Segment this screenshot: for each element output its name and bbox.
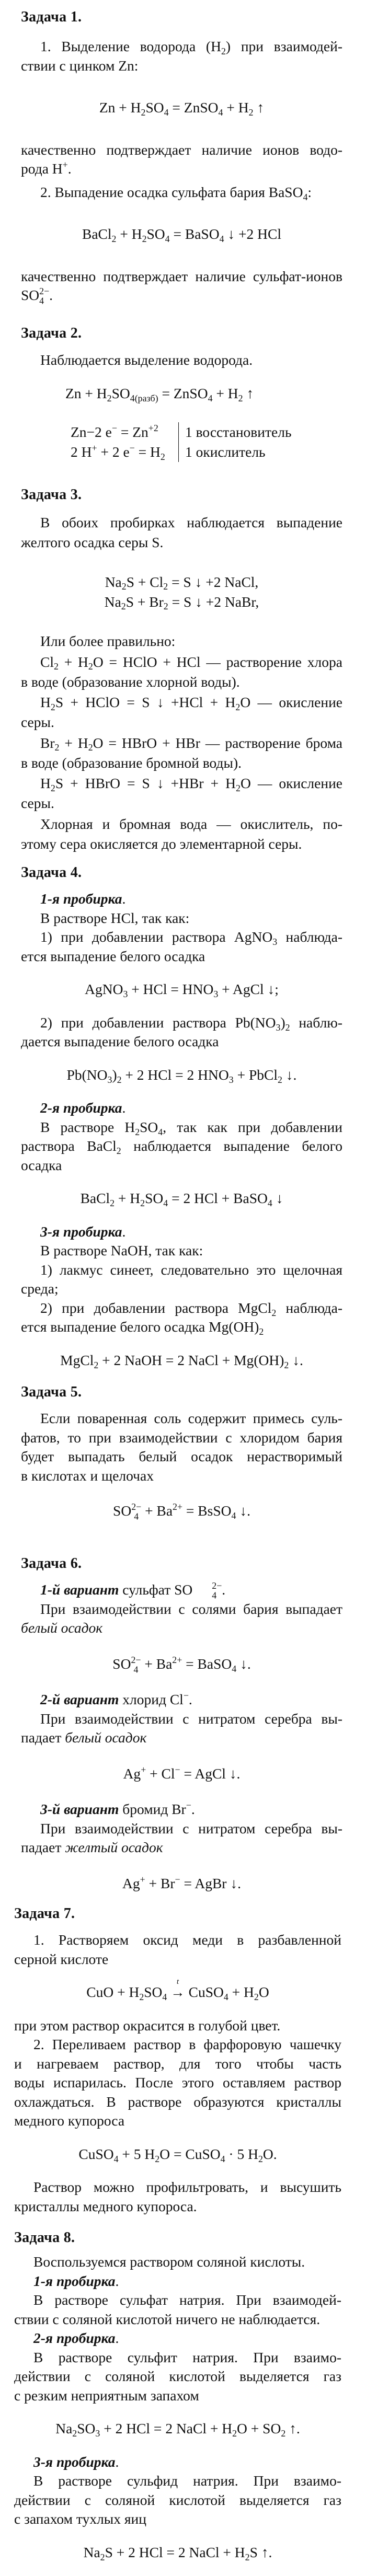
text-line: Наблюдается выделение водорода. xyxy=(40,352,253,368)
task-1-section xyxy=(21,8,342,305)
bold-italic-heading: 1-я пробирка xyxy=(33,2272,116,2289)
paragraph xyxy=(21,267,342,305)
subscript: 4 xyxy=(208,392,213,403)
equation-line: BaCl$_2$ + $H_2SO_4 = 2$ HCl + BaSO$_4$ ↓ xyxy=(80,1190,283,1209)
subscript: 4 xyxy=(303,191,308,202)
task-4-section xyxy=(21,863,342,1384)
text-line: падает белый осадок xyxy=(21,1729,147,1746)
paragraph xyxy=(21,733,342,773)
chemical-equation xyxy=(21,1501,342,1521)
bold-italic-heading: 1-я пробирка xyxy=(40,891,122,907)
paragraph xyxy=(21,890,342,909)
paragraph xyxy=(21,1099,342,1118)
subscript: 2 xyxy=(50,701,55,712)
text-line: с резким неприятным запахом xyxy=(14,2387,199,2404)
text-line: ется выпадение белого осадка $Mg(OH)_2$ xyxy=(21,1319,264,1337)
subscript: 2 xyxy=(107,392,112,403)
text-line: В растворе HCl, так как: xyxy=(40,909,190,926)
paragraph xyxy=(21,1222,342,1242)
bold-italic-heading: 3-й вариант xyxy=(40,1801,119,1818)
superscript: − xyxy=(129,443,135,454)
text-line: Если поваренная соль содержит примесь суль- xyxy=(40,1410,342,1427)
text-line: Раствор можно профильтровать, и высушить xyxy=(33,2179,341,2196)
text-line: 2. Выпадение осадка сульфата бария BaSO$_4$: xyxy=(40,183,312,202)
text-line: будет выпадать белый осадок нерастворимый xyxy=(21,1448,342,1465)
superscript: − xyxy=(111,423,117,434)
text-line: падает желтый осадок xyxy=(21,1839,163,1856)
subscript: 2 xyxy=(110,1198,115,1209)
task-8-content xyxy=(14,2252,341,2562)
sub-superscript xyxy=(39,286,50,306)
subscript: 3 xyxy=(228,1074,234,1085)
bold-italic-heading: 1-й вариант xyxy=(40,1581,119,1598)
subscript: 4 xyxy=(164,107,169,118)
chemical-equation xyxy=(14,2419,341,2439)
text-line: и нагреваем раствор, для того чтобы часть xyxy=(14,2055,341,2072)
balance-row xyxy=(71,422,291,442)
subscript: 4 xyxy=(113,2153,119,2164)
equation-line: MgCl$_2$ + 2 NaOH = 2 NaCl + $Mg(OH)_2$ ↓. xyxy=(60,1351,303,1370)
task-5-section xyxy=(21,1383,342,1537)
subscript: 2 xyxy=(163,601,168,612)
subscript: 2 xyxy=(141,107,146,118)
text-line: 3-я пробирка. xyxy=(40,1223,126,1240)
subscript: 2 xyxy=(155,2153,160,2164)
task-4-title: Задача 4. xyxy=(21,864,82,881)
task-7-title: Задача 7. xyxy=(14,1905,75,1922)
paragraph xyxy=(21,928,342,966)
subscript: 2 xyxy=(117,1074,122,1085)
balance-role: 1 окислитель xyxy=(179,442,292,462)
subscript: 3 xyxy=(95,2428,100,2439)
text-line: воды испарилась. После этого оставляем раствор xyxy=(14,2074,341,2091)
task-3-title: Задача 3. xyxy=(21,487,82,503)
text-line: желтого осадка серы S. xyxy=(21,534,164,550)
text-line: в воде (образование бромной воды). xyxy=(21,754,242,771)
text-line: ется выпадение белого осадка xyxy=(21,948,205,964)
superscript: + xyxy=(62,159,68,170)
text-line: 1. Выделение водорода $(H_2)$ при взаимодей- xyxy=(40,38,342,57)
superscript: 2− xyxy=(131,1501,142,1512)
text-line: В обоих пробирках наблюдается выпадение xyxy=(40,514,342,530)
task-6-content xyxy=(21,1580,342,1893)
paragraph xyxy=(21,1800,342,1819)
subscript: 2 xyxy=(277,1074,282,1085)
paragraph xyxy=(21,814,342,854)
chemical-equation xyxy=(21,384,342,403)
subscript: 2 xyxy=(50,782,55,793)
superscript: − xyxy=(175,1874,180,1885)
text-line: $H_2S$ + HClO = S ↓ $+HCl + H_2O$ — окисление xyxy=(40,694,343,712)
text-line: серы. xyxy=(21,714,54,730)
text-line: медного купороса xyxy=(14,2112,125,2129)
balance-row xyxy=(71,442,291,462)
bold-italic-heading: 3-я пробирка xyxy=(33,2453,116,2470)
bold-italic-heading: 2-я пробирка xyxy=(33,2330,116,2347)
subscript: 2 xyxy=(235,701,241,712)
subscript: 2 xyxy=(285,1022,290,1033)
heating-condition-label: t xyxy=(176,1977,179,1986)
subscript: 2 xyxy=(116,1146,121,1157)
task-4-content xyxy=(21,890,342,1370)
text-line: 1. Растворяем оксид меди в разбавленной xyxy=(33,1932,341,1948)
equation-line: $Na_2S + 2$ HCl = 2 NaCl + $H_2S$ ↑. xyxy=(83,2544,272,2562)
subscript: 2 xyxy=(53,661,59,672)
balance-role: 1 восстановитель xyxy=(179,422,292,442)
subscript: 2 xyxy=(72,2428,77,2439)
paragraph xyxy=(14,2348,341,2406)
bold-italic-heading: 2-й вариант xyxy=(40,1691,119,1708)
subscript: 4(разб) xyxy=(130,392,158,403)
text-line: 1-й вариант сульфат SO 4 2− . xyxy=(40,1580,226,1601)
equation-line: CuSO$_4$ + 5 $H_2O$ = CuSO$_4$ · 5 $H_2O$. xyxy=(78,2145,277,2164)
subscript: 2 xyxy=(236,782,241,793)
paragraph xyxy=(21,692,342,732)
text-line: ствии с соляной кислотой ничего не наблюдается. xyxy=(14,2311,321,2327)
text-line: серы. xyxy=(21,795,54,811)
text-line: 3-й вариант бромид Br−. xyxy=(40,1800,195,1818)
paragraph xyxy=(14,2453,341,2472)
subscript: 2 xyxy=(221,46,226,57)
superscript: +2 xyxy=(148,423,158,434)
subscript: 4 xyxy=(220,2153,225,2164)
subscript: 2 xyxy=(100,2551,105,2562)
text-line: В растворе NaOH, так как: xyxy=(40,1242,203,1259)
text-line: 1-я пробирка. xyxy=(40,891,126,907)
subscript: 2 xyxy=(281,2428,286,2439)
text-line: 3-я пробирка. xyxy=(33,2453,119,2470)
text-line: 1-я пробирка. xyxy=(33,2272,119,2289)
text-line: $Cl_2 + H_2O$ = HClO + HCl — растворение хлора xyxy=(40,653,342,672)
text-line: этому сера окисляется до элементарной серы. xyxy=(21,835,302,852)
task-8-section xyxy=(14,2228,341,2576)
paragraph xyxy=(21,1600,342,1638)
sub-superscript xyxy=(131,1501,142,1522)
subscript: 4 xyxy=(39,295,44,306)
task-7-content xyxy=(14,1931,341,2216)
paragraph xyxy=(21,909,342,928)
text-line: 1) лакмус синеет, следовательно это щелочная xyxy=(40,1261,342,1278)
equation-line: $Pb(NO_3)_2 + 2$ HCl = 2 $HNO_3$ + PbCl$_2$ ↓. xyxy=(66,1066,297,1085)
task-1-title: Задача 1. xyxy=(21,8,82,25)
superscript: 2+ xyxy=(173,1501,183,1512)
paragraph xyxy=(14,1931,341,1969)
subscript: 2 xyxy=(121,601,126,612)
paragraph xyxy=(21,513,342,552)
subscript: 2 xyxy=(245,2551,250,2562)
subscript: 4 xyxy=(267,1198,272,1209)
subscript: 4 xyxy=(134,1511,139,1522)
text-line: $H_2S$ + HBrO = S ↓ $+HBr + H_2O$ — окисление xyxy=(40,775,342,793)
chemical-equation xyxy=(21,572,342,612)
subscript: 2 xyxy=(160,452,165,463)
text-line: 2) при добавлении раствора $Pb(NO_3)_2$ наблю- xyxy=(40,1014,342,1033)
subscript: 4 xyxy=(163,1198,168,1209)
equation-line: $Na_2S + Cl_2 = S$ ↓ +2 NaCl, xyxy=(105,573,259,592)
text-line: Или более правильно: xyxy=(40,633,176,649)
chemical-equation xyxy=(21,1764,342,1784)
text-line: при этом раствор окрасится в голубой цвет. xyxy=(14,2017,281,2034)
paragraph xyxy=(21,631,342,651)
paragraph xyxy=(14,2035,341,2131)
paragraph xyxy=(14,2016,341,2036)
equation-line: CuO + $H_2SO_4$ t → CuSO$_4$ + $H_2O$ xyxy=(86,1977,269,2003)
subscript: 2 xyxy=(238,392,243,403)
text-line: В растворе сульфат натрия. При взаимодей- xyxy=(33,2292,341,2308)
equation-line: SO 4 2− + $Ba^{2+}$ = BsSO$_4$ ↓. xyxy=(113,1501,250,1522)
subscript: 2 xyxy=(139,1992,144,2003)
text-line: $Br_2 + H_2O$ = HBrO + HBr — растворение брома xyxy=(40,734,342,753)
equation-line: $Zn + H_2SO_{4(разб)}$ = ZnSO$_4$ + $H_2$ ↑ xyxy=(65,385,254,403)
text-line: раствора BaCl$_2$ наблюдается выпадение белого xyxy=(21,1138,342,1157)
paragraph xyxy=(21,1690,342,1709)
task-1-content xyxy=(21,37,342,305)
chemical-equation xyxy=(14,2145,341,2164)
text-line: среда; xyxy=(21,1280,59,1297)
chemical-equation xyxy=(21,1655,342,1674)
superscript: + xyxy=(141,1764,146,1775)
paragraph xyxy=(21,773,342,813)
paragraph xyxy=(21,1013,342,1052)
text-line: рода H+. xyxy=(21,159,72,177)
chemical-equation xyxy=(21,1066,342,1085)
subscript: 2 xyxy=(248,107,254,118)
chemical-equation xyxy=(14,1977,341,2003)
sub-superscript xyxy=(131,1654,141,1675)
equation-line: BaCl$_2$ + $H_2SO_4$ = BaSO$_4$ ↓ +2 HCl xyxy=(82,226,281,245)
superscript: − xyxy=(186,1800,191,1811)
paragraph xyxy=(21,1261,342,1299)
subscript: 3 xyxy=(123,989,128,1000)
equation-line: $Na_2SO_3 + 2$ HCl = 2 NaCl + $H_2O + SO_2$ ↑. xyxy=(55,2420,300,2439)
task-6-section xyxy=(21,1554,342,1910)
subscript: 2 xyxy=(163,581,168,592)
subscript: 2 xyxy=(232,2428,237,2439)
chemical-equation xyxy=(14,2543,341,2562)
text-line: В растворе сульфид натрия. При взаимо- xyxy=(33,2473,341,2489)
chemical-equation xyxy=(21,1351,342,1370)
text-line: При взаимодействии с нитратом серебра вы- xyxy=(40,1710,342,1727)
chemical-equation xyxy=(21,1189,342,1208)
text-line: SO 4 2− . xyxy=(21,286,53,306)
paragraph xyxy=(21,1241,342,1261)
subscript: 3 xyxy=(276,1022,281,1033)
subscript: 4 xyxy=(218,107,223,118)
superscript: 2− xyxy=(212,1580,222,1591)
subscript: 2 xyxy=(259,1326,264,1337)
paragraph xyxy=(14,2471,341,2529)
subscript: 4 xyxy=(133,1664,139,1675)
superscript: 2− xyxy=(131,1654,141,1665)
subscript: 2 xyxy=(94,1359,99,1370)
electron-balance xyxy=(71,422,291,462)
paragraph xyxy=(21,1409,342,1485)
task-2-content xyxy=(21,351,342,462)
text-line: 2-я пробирка. xyxy=(40,1100,126,1116)
text-line: качественно подтверждает наличие сульфат-ионов xyxy=(21,268,342,284)
text-line: ствии с цинком Zn: xyxy=(21,57,139,74)
text-line: При взаимодействии с нитратом серебра вы- xyxy=(40,1820,342,1836)
bold-italic-heading: 2-я пробирка xyxy=(40,1100,122,1116)
paragraph xyxy=(21,183,342,202)
text-line: действии с соляной кислотой выделяется газ xyxy=(14,2491,341,2508)
paragraph xyxy=(21,37,342,75)
text-line: кристаллы медного купороса. xyxy=(14,2198,197,2214)
paragraph xyxy=(14,2291,341,2329)
text-line: серной кислоте xyxy=(14,1950,109,1967)
paragraph xyxy=(21,1709,342,1748)
subscript: 2 xyxy=(121,581,127,592)
subscript: 4 xyxy=(219,234,224,245)
chemical-equation xyxy=(21,1874,342,1893)
heating-arrow-icon: t → xyxy=(170,1977,185,2001)
text-line: Воспользуемся раствором соляной кислоты. xyxy=(33,2254,305,2270)
task-3-section xyxy=(21,485,342,854)
subscript: 4 xyxy=(158,1126,163,1137)
equation-line: SO 4 2− + $Ba^{2+}$ = BaSO$_4$ ↓. xyxy=(112,1654,251,1675)
paragraph xyxy=(21,141,342,179)
subscript: 2 xyxy=(111,234,117,245)
subscript: 4 xyxy=(231,1510,236,1521)
subscript: 2 xyxy=(88,742,93,753)
subscript: 4 xyxy=(165,234,170,245)
text-line: дается выпадение белого осадка xyxy=(21,1033,219,1050)
chemical-equation xyxy=(21,98,342,118)
subscript: 3 xyxy=(107,1074,112,1085)
equation-line: AgNO$_3$ + HCl = $HNO_3$ + AgCl ↓; xyxy=(85,981,279,1000)
chemical-equation xyxy=(21,225,342,244)
equation-line: $Na_2S + Br_2 = S$ ↓ +2 NaBr, xyxy=(104,593,259,612)
superscript: 2− xyxy=(39,286,50,297)
text-line: В растворе сульфит натрия. При взаимо- xyxy=(33,2349,341,2365)
text-line: 2-я пробирка. xyxy=(33,2330,119,2347)
task-8-title: Задача 8. xyxy=(14,2229,75,2246)
bold-italic-heading: 3-я пробирка xyxy=(40,1223,122,1240)
text-line: качественно подтверждает наличие ионов водо- xyxy=(21,141,342,158)
paragraph xyxy=(21,652,342,692)
subscript: 2 xyxy=(88,661,93,672)
paragraph xyxy=(21,1299,342,1337)
subscript: 2 xyxy=(254,1992,259,2003)
superscript: + xyxy=(140,1874,145,1885)
subscript: 4 xyxy=(212,1590,217,1601)
subscript: 2 xyxy=(135,1126,140,1137)
paragraph xyxy=(21,351,342,370)
paragraph xyxy=(14,2178,341,2216)
paragraph xyxy=(14,2252,341,2272)
subscript: 4 xyxy=(232,1663,237,1674)
equation-line: Ag+ + Cl− = AgCl ↓. xyxy=(123,1764,241,1782)
subscript: 4 xyxy=(162,1992,167,2003)
sub-superscript xyxy=(192,1580,222,1601)
subscript: 3 xyxy=(213,989,219,1000)
text-line: Хлорная и бромная вода — окислитель, по- xyxy=(40,815,342,832)
task-2-title: Задача 2. xyxy=(21,325,82,341)
subscript: 2 xyxy=(258,2153,263,2164)
chemical-equation xyxy=(21,980,342,999)
text-line: в воде (образование хлорной воды). xyxy=(21,673,240,690)
text-line: осадка xyxy=(21,1157,62,1173)
superscript: − xyxy=(175,1764,180,1775)
paragraph xyxy=(14,2329,341,2348)
subscript: 2 xyxy=(140,1198,145,1209)
subscript: 3 xyxy=(272,937,278,948)
task-3-content xyxy=(21,513,342,854)
text-line: 2-й вариант хлорид Cl−. xyxy=(40,1690,192,1708)
paragraph xyxy=(21,1819,342,1857)
italic-text: желтый осадок xyxy=(65,1839,163,1856)
text-line: с запахом тухлых яиц xyxy=(14,2511,146,2527)
paragraph xyxy=(21,1580,342,1600)
text-line: При взаимодействии с солями бария выпадает xyxy=(40,1600,342,1617)
task-5-content xyxy=(21,1409,342,1521)
text-line: В растворе $H_2SO_4$, так как при добавлении xyxy=(40,1118,342,1137)
text-line: в кислотах и щелочах xyxy=(21,1467,154,1484)
task-2-section xyxy=(21,324,342,463)
subscript: 2 xyxy=(271,1307,277,1318)
subscript: 2 xyxy=(54,742,60,753)
text-line: 1) при добавлении раствора AgNO$_3$ наблюда- xyxy=(40,929,342,948)
subscript: 2 xyxy=(142,234,147,245)
equation-line: $Zn + H_2SO_4$ = ZnSO$_4$ + $H_2$ ↑ xyxy=(99,99,265,118)
task-5-title: Задача 5. xyxy=(21,1383,82,1400)
paragraph xyxy=(14,2272,341,2291)
superscript: + xyxy=(92,443,97,454)
half-reaction: Zn−2 $e^- = Zn^{+2}$ xyxy=(71,423,158,441)
subscript: 2 xyxy=(284,1359,289,1370)
paragraph xyxy=(21,1118,342,1175)
italic-text: белый осадок xyxy=(21,1620,103,1636)
text-line: действии с соляной кислотой выделяется газ xyxy=(14,2368,341,2385)
task-6-title: Задача 6. xyxy=(21,1555,82,1572)
text-line xyxy=(21,1619,342,1638)
task-7-section xyxy=(14,1904,341,2216)
text-line: 2) при добавлении раствора MgCl$_2$ наблюда- xyxy=(40,1299,342,1318)
half-reaction: 2 H+ + 2 $e^- = H_2$ xyxy=(71,443,165,463)
italic-text: белый осадок xyxy=(65,1729,147,1746)
text-line: фатов, то при взаимодействии с хлоридом бария xyxy=(21,1429,342,1446)
superscript: 2+ xyxy=(172,1654,182,1665)
subscript: 4 xyxy=(223,1992,228,2003)
text-line: охлаждаться. В растворе образуются кристаллы xyxy=(14,2093,341,2110)
superscript: − xyxy=(183,1690,189,1701)
equation-line: Ag+ + Br− = AgBr ↓. xyxy=(122,1874,241,1891)
text-line: 2. Переливаем раствор в фарфоровую чашечку xyxy=(33,2036,341,2053)
